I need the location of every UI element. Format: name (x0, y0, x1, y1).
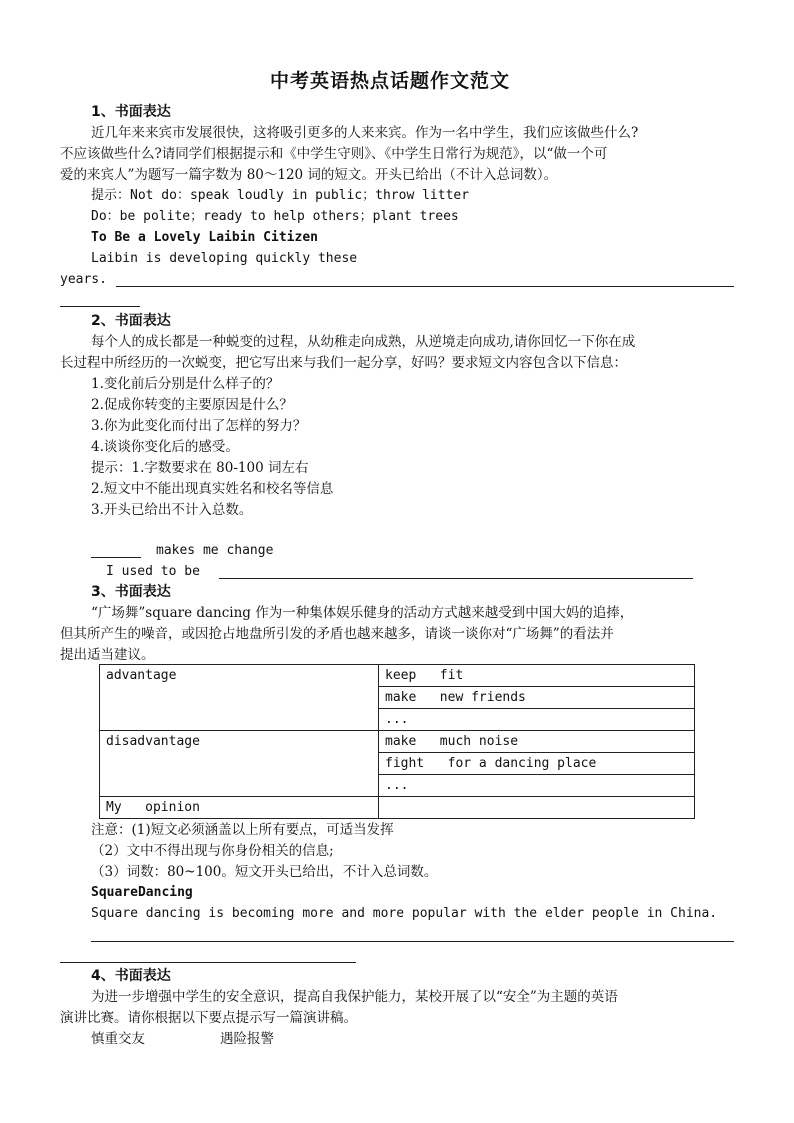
section-1-heading: 1、书面表达 (91, 104, 171, 120)
table-cell-disadvantage: disadvantage (100, 731, 379, 797)
section-1-prompt-line: 不应该做些什么?请同学们根据提示和《中学生守则》、《中学生日常行为规范》，以“做一个可 (60, 146, 608, 162)
table-cell: ... (379, 775, 695, 797)
section-2-item: 2.短文中不能出现真实姓名和校名等信息 (91, 481, 334, 497)
answer-line (60, 306, 140, 307)
table-cell: make much noise (379, 731, 695, 753)
table-cell-empty (379, 797, 695, 819)
section-3-note: （2）文中不得出现与你身份相关的信息; (91, 843, 334, 859)
section-2-heading: 2、书面表达 (91, 313, 171, 329)
section-2-prompt-line: 长过程中所经历的一次蜕变，把它写出来与我们一起分享，好吗？要求短文内容包含以下信息： (60, 355, 627, 371)
section-3-essay-title: SquareDancing (91, 885, 193, 900)
section-2-item: 1.变化前后分别是什么样子的？ (91, 376, 280, 392)
answer-line (219, 578, 693, 579)
section-2-item: 3.你为此变化而付出了怎样的努力？ (91, 418, 307, 434)
section-1-essay-start-cont: years. (60, 272, 107, 287)
table-cell: ... (379, 709, 695, 731)
answer-line (116, 286, 734, 287)
section-1-essay-start: Laibin is developing quickly these (91, 251, 358, 266)
section-1-essay-title: To Be a Lovely Laibin Citizen (91, 230, 318, 245)
section-1-hint-do: Do：be polite；ready to help others；plant trees (91, 209, 459, 224)
section-3-prompt-line: 但其所产生的噪音，或因抢占地盘所引发的矛盾也越来越多，请谈一谈你对“广场舞”的看法并 (60, 626, 614, 642)
page-title: 中考英语热点话题作文范文 (270, 70, 511, 92)
table-cell: fight for a dancing place (379, 753, 695, 775)
section-2-item: 提示：1.字数要求在 80-100 词左右 (91, 460, 309, 476)
section-3-prompt-line: 提出适当建议。 (60, 647, 155, 663)
section-2-item: 2.促成你转变的主要原因是什么？ (91, 397, 293, 413)
table-cell: make new friends (379, 687, 695, 709)
table-cell: keep fit (379, 665, 695, 687)
answer-line (91, 941, 734, 942)
section-1-prompt-line: 近几年来来宾市发展很快，这将吸引更多的人来来宾。作为一名中学生，我们应该做些什么? (91, 125, 639, 141)
section-4-heading: 4、书面表达 (91, 968, 171, 984)
section-3-heading: 3、书面表达 (91, 584, 171, 600)
points-table (99, 664, 695, 819)
section-4-point: 慎重交友 (91, 1031, 145, 1047)
section-3-prompt-line: “广场舞”square dancing 作为一种集体娱乐健身的活动方式越来越受到中国大妈的追捧， (91, 605, 634, 621)
section-2-prompt-line: 每个人的成长都是一种蜕变的过程，从幼稚走向成熟，从逆境走向成功,请你回忆一下你在成 (91, 334, 636, 350)
section-4-point: 遇险报警 (220, 1031, 274, 1047)
section-3-note: 注意：(1)短文必须涵盖以上所有要点，可适当发挥 (91, 822, 394, 838)
answer-line (60, 962, 356, 963)
section-3-note: （3）词数：80~100。短文开头已给出，不计入总词数。 (91, 864, 438, 880)
section-2-opening-line-2: I used to be (106, 564, 200, 579)
section-2-item: 4.谈谈你变化后的感受。 (91, 439, 239, 455)
table-cell-advantage: advantage (100, 665, 379, 731)
table-cell-opinion: My opinion (100, 797, 379, 819)
section-3-essay-start: Square dancing is becoming more and more popular with the elder people in China. (91, 906, 718, 921)
section-2-item: 3.开头已给出不计入总数。 (91, 502, 253, 518)
answer-blank (91, 557, 141, 558)
section-4-prompt-line: 为进一步增强中学生的安全意识，提高自我保护能力，某校开展了以“安全”为主题的英语 (91, 989, 618, 1005)
section-2-opening-line: makes me change (156, 543, 274, 558)
section-1-prompt-line: 爱的来宾人”为题写一篇字数为 80～120 词的短文。开头已给出（不计入总词数）。 (60, 167, 558, 183)
section-4-prompt-line: 演讲比赛。请你根据以下要点提示写一篇演讲稿。 (60, 1010, 357, 1026)
section-1-hint-not-do: 提示：Not do：speak loudly in public；throw litter (91, 188, 470, 203)
